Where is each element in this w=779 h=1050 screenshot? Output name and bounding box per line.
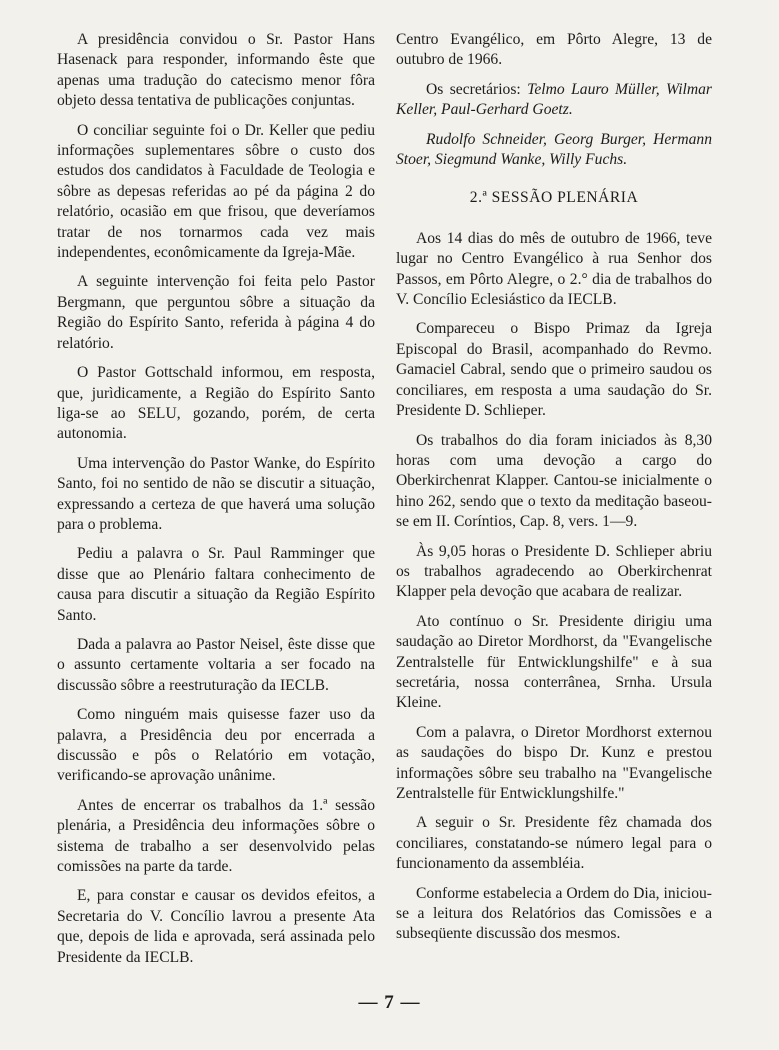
secretaries-names: Telmo Lauro Müller, Wilmar Keller, Paul-Gerhard Goetz. xyxy=(396,80,712,119)
secretaries-line xyxy=(396,80,712,121)
section-title: 2.ª SESSÃO PLENÁRIA xyxy=(469,189,639,207)
paragraph: Dada a palavra ao Pastor Neisel, êste disse que o assunto certamente voltaria a ser focado na discussão sôbre a reestruturação da IECLB. xyxy=(57,635,375,694)
place-date-line: Centro Evangélico, em Pôrto Alegre, 13 de outubro de 1966. xyxy=(396,31,712,69)
paragraph: Com a palavra, o Diretor Mordhorst externou as saudações do bispo Dr. Kunz e prestou informações sôbre seu trabalho na "Evangelische Zentralstelle für Entwicklungshilfe." xyxy=(396,723,712,802)
left-column xyxy=(57,30,375,977)
paragraph: O Pastor Gottschald informou, em resposta, que, jurìdicamente, a Região do Espírito Santo liga-se ao SELU, gozando, porém, de certa autonomia. xyxy=(57,364,375,443)
paragraph: Aos 14 dias do mês de outubro de 1966, teve lugar no Centro Evangélico à rua Senhor dos Passos, em Pôrto Alegre, o 2.° dia de trabalhos do V. Concílio Eclesiástico da IECLB. xyxy=(396,229,712,309)
paragraph: Compareceu o Bispo Primaz da Igreja Episcopal do Brasil, acompanhado do Revmo. Gamaciel Cabral, sendo que o primeiro saudou os conciliares, em resposta a uma saudação do Sr. Presidente D. Schlieper. xyxy=(396,320,712,420)
paragraph: A seguir o Sr. Presidente fêz chamada dos conciliares, constatando-se número legal para o funcionamento da assembléia. xyxy=(396,814,712,873)
secretaries-label: Os secretários: xyxy=(426,80,521,98)
paragraph: Ato contínuo o Sr. Presidente dirigiu uma saudação ao Diretor Mordhorst, da "Evangelische Zentralstelle für Entwicklungshilfe" e à sua secretária, nossa conterrânea, Srnha. Ursula Kleine. xyxy=(396,612,712,712)
paragraph: Os trabalhos do dia foram iniciados às 8,30 horas com uma devoção a cargo do Oberkirchenrat Klapper. Cantou-se inicialmente o hino 262, sendo que o texto da meditação baseou-se em II. Coríntios, Cap. 8, vers. 1—9. xyxy=(396,431,712,531)
signature-block xyxy=(396,80,712,171)
paragraph: E, para constar e causar os devidos efeitos, a Secretaria do V. Concílio lavrou a presente Ata que, depois de lida e aprovada, será assinada pelo Presidente da IECLB. xyxy=(57,887,375,966)
paragraph: Antes de encerrar os trabalhos da 1.ª sessão plenária, a Presidência deu informações sôbre o sistema de trabalho a ser desenvolvido pelas comissões na parte da tarde. xyxy=(57,796,375,876)
paragraph: Como ninguém mais quisesse fazer uso da palavra, a Presidência deu por encerrada a discussão e pôs o Relatório em votação, verificando-se aprovação unânime. xyxy=(57,706,375,785)
additional-signatories: Rudolfo Schneider, Georg Burger, Hermann Stoer, Siegmund Wanke, Willy Fuchs. xyxy=(396,130,712,169)
paragraph: Pediu a palavra o Sr. Paul Ramminger que disse que ao Plenário faltara conhecimento de causa para discutir a situação da Região Espírito Santo. xyxy=(57,545,375,624)
paragraph: O conciliar seguinte foi o Dr. Keller que pediu informações suplementares sôbre o custo dos estudos dos candidatos à Faculdade de Teologia e sôbre as depesas referidas ao pé da página 2 do relatório, ocasião em que frisou, que deveríamos tratar de nos tornarmos cada vez mais independentes, econômicamente da Igreja-Mãe. xyxy=(57,121,375,262)
right-column xyxy=(396,30,712,954)
paragraph: Uma intervenção do Pastor Wanke, do Espírito Santo, foi no sentido de não se discutir a situação, expressando a certeza de que haverá uma solução para o problema. xyxy=(57,454,375,533)
paragraph: A presidência convidou o Sr. Pastor Hans Hasenack para responder, informando êste que apenas uma tradução do catecismo menor fôra objeto dessa tentativa de publicações conjuntas. xyxy=(57,31,375,110)
page-number: — 7 — xyxy=(358,992,421,1013)
paragraph: Às 9,05 horas o Presidente D. Schlieper abriu os trabalhos agradecendo ao Oberkirchenrat Klapper pela devoção que acabara de realizar. xyxy=(396,542,712,601)
paragraph: A seguinte intervenção foi feita pelo Pastor Bergmann, que perguntou sôbre a situação da Região do Espírito Santo, referida à página 4 do relatório. xyxy=(57,273,375,352)
paragraph: Conforme estabelecia a Ordem do Dia, iniciou-se a leitura dos Relatórios das Comissões e a subseqüente discussão dos mesmos. xyxy=(396,884,712,943)
